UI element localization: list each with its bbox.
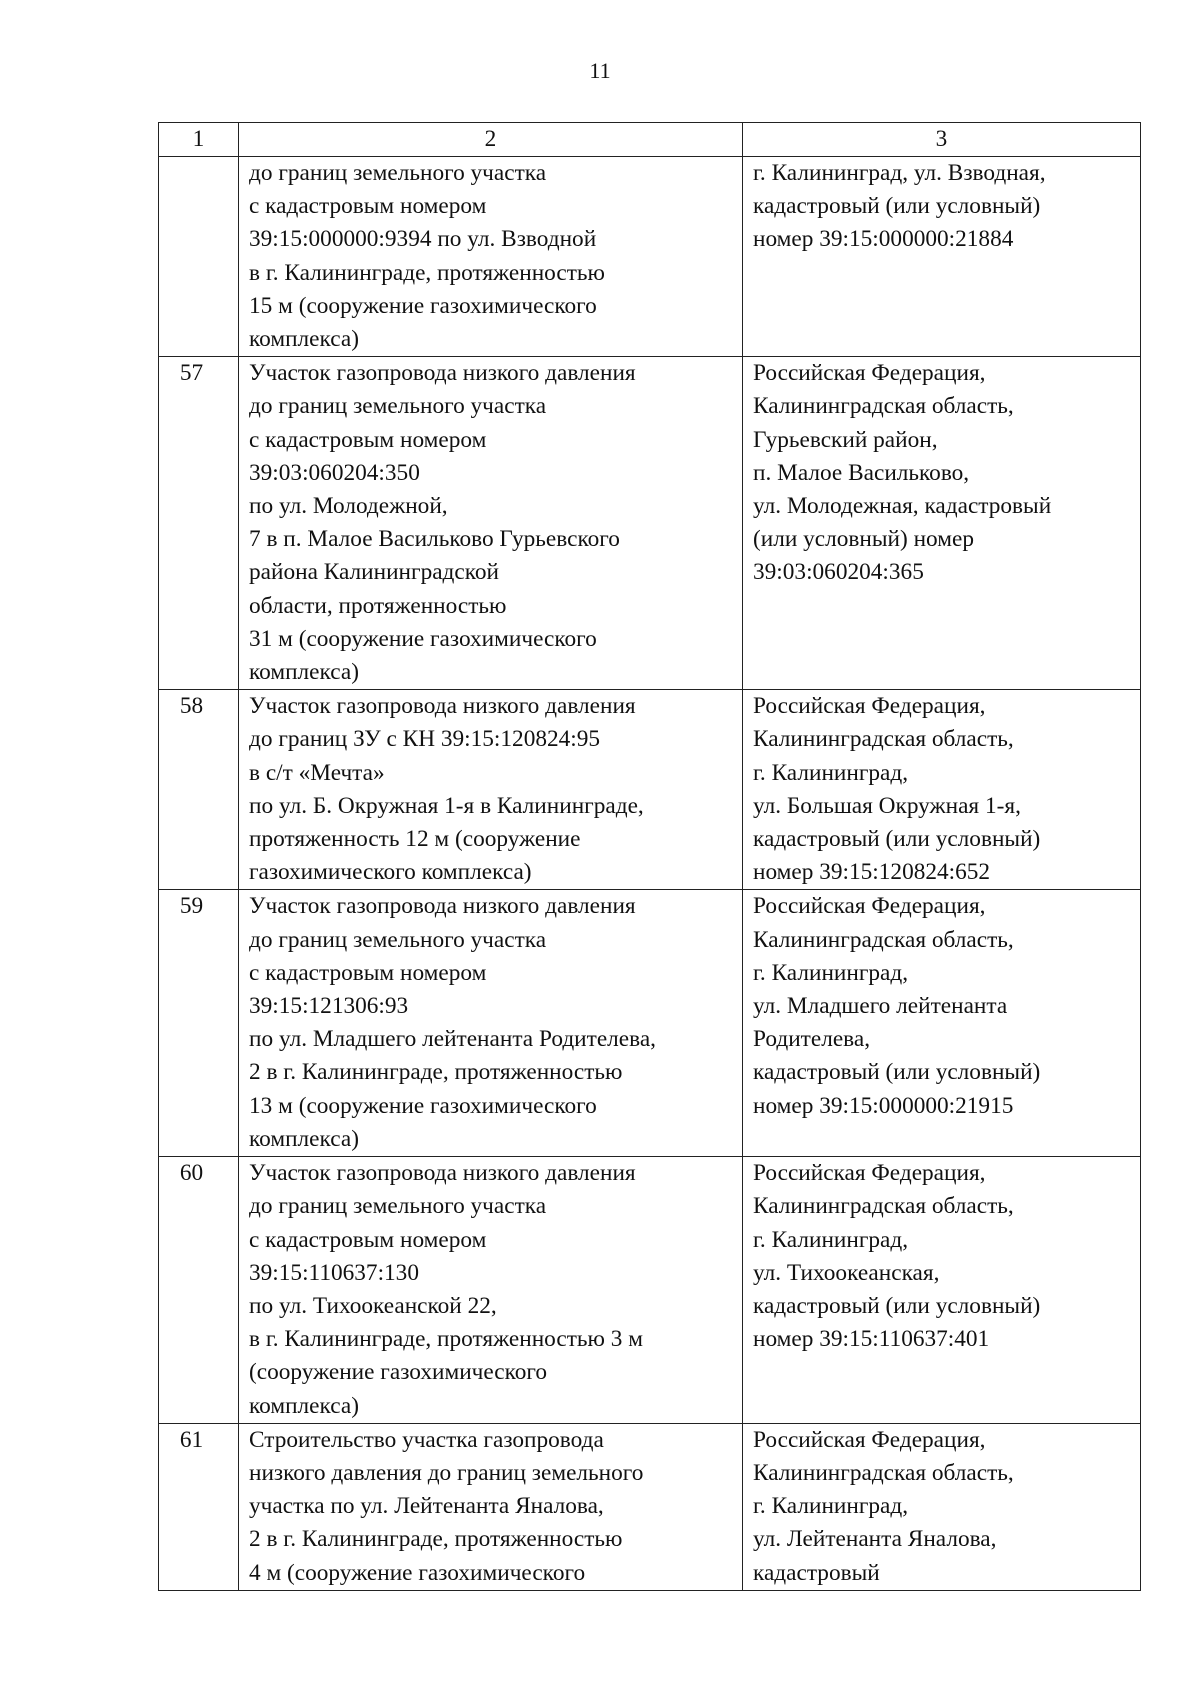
table-row xyxy=(159,1423,1141,1590)
page-number: 11 xyxy=(589,58,611,83)
row-description: Участок газопровода низкого давления до границ земельного участка с кадастровым номером 39:15:110637:130 по ул. Тихоокеанской 22, в г. Калининграде, протяженностью 3 м (сооружение газохимического комплекса) xyxy=(239,1157,743,1424)
row-description: Участок газопровода низкого давления до границ земельного участка с кадастровым номером 39:15:121306:93 по ул. Младшего лейтенанта Родителева, 2 в г. Калининграде, протяженностью 13 м (сооружение газохимического комплекса) xyxy=(239,890,743,1157)
row-description: до границ земельного участка с кадастровым номером 39:15:000000:9394 по ул. Взводной в г. Калининграде, протяженностью 15 м (сооружение газохимического комплекса) xyxy=(239,157,743,357)
row-address: Российская Федерация, Калининградская область, г. Калининград, ул. Младшего лейтенанта Родителева, кадастровый (или условный) номер 39:15:000000:21915 xyxy=(743,890,1141,1157)
registry-table xyxy=(158,122,1141,1591)
row-number: 60 xyxy=(159,1157,239,1424)
table-row xyxy=(159,157,1141,357)
table-row xyxy=(159,1157,1141,1424)
row-number xyxy=(159,157,239,357)
table-row xyxy=(159,357,1141,690)
row-address: Российская Федерация, Калининградская область, г. Калининград, ул. Большая Окружная 1-я, кадастровый (или условный) номер 39:15:120824:652 xyxy=(743,690,1141,890)
row-number: 58 xyxy=(159,690,239,890)
table-header-row xyxy=(159,123,1141,157)
column-header-address: 3 xyxy=(743,123,1141,157)
row-address: Российская Федерация, Калининградская область, Гурьевский район, п. Малое Васильково, ул. Молодежная, кадастровый (или условный) номер 39:03:060204:365 xyxy=(743,357,1141,690)
row-number: 57 xyxy=(159,357,239,690)
row-address: Российская Федерация, Калининградская область, г. Калининград, ул. Тихоокеанская, кадастровый (или условный) номер 39:15:110637:401 xyxy=(743,1157,1141,1424)
table-row xyxy=(159,690,1141,890)
table-row xyxy=(159,890,1141,1157)
column-header-description: 2 xyxy=(239,123,743,157)
row-number: 59 xyxy=(159,890,239,1157)
row-description: Участок газопровода низкого давления до границ земельного участка с кадастровым номером 39:03:060204:350 по ул. Молодежной, 7 в п. Малое Васильково Гурьевского района Калининградской области, протяженностью 31 м (сооружение газохимического комплекса) xyxy=(239,357,743,690)
row-description: Строительство участка газопровода низкого давления до границ земельного участка по ул. Лейтенанта Яналова, 2 в г. Калининграде, протяженностью 4 м (сооружение газохимического xyxy=(239,1423,743,1590)
column-header-number: 1 xyxy=(159,123,239,157)
row-address: Российская Федерация, Калининградская область, г. Калининград, ул. Лейтенанта Яналова, кадастровый xyxy=(743,1423,1141,1590)
row-description: Участок газопровода низкого давления до границ ЗУ с КН 39:15:120824:95 в с/т «Мечта» по ул. Б. Окружная 1-я в Калининграде, протяженность 12 м (сооружение газохимического комплекса) xyxy=(239,690,743,890)
row-number: 61 xyxy=(159,1423,239,1590)
row-address: г. Калининград, ул. Взводная, кадастровый (или условный) номер 39:15:000000:21884 xyxy=(743,157,1141,357)
